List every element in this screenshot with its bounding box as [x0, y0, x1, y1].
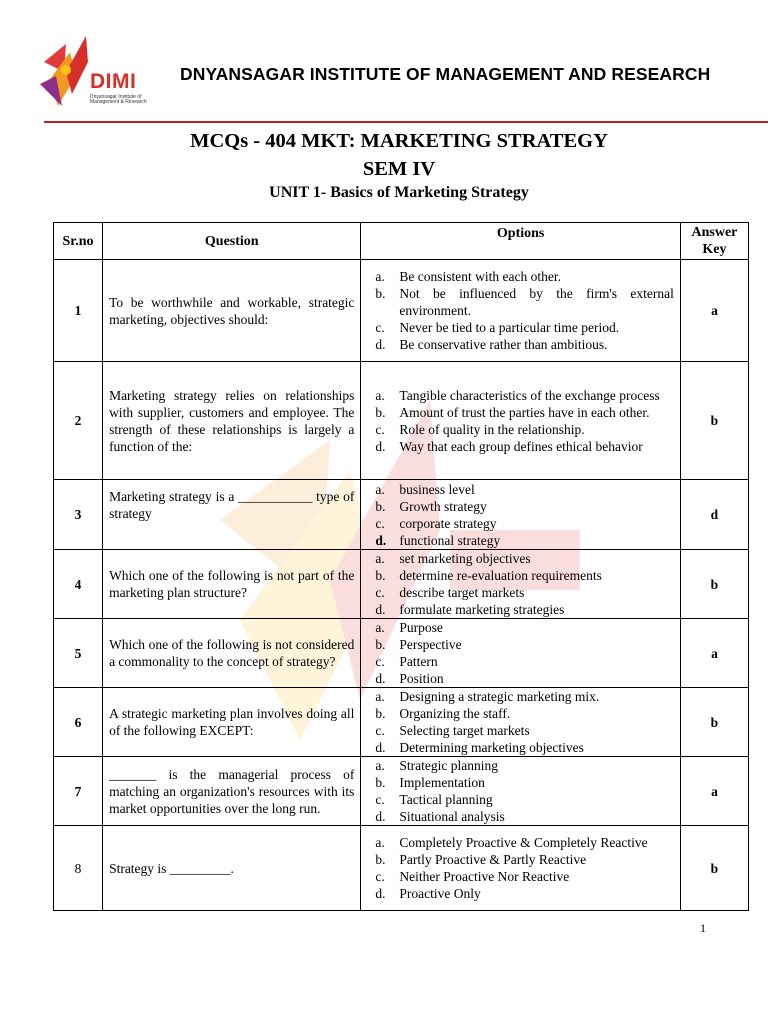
header-question: Question — [103, 223, 361, 260]
row-srno: 4 — [54, 550, 103, 619]
question-text: Marketing strategy is a ___________ type of strategy — [109, 489, 355, 521]
options-list — [361, 481, 679, 549]
option-item: b. Perspective — [375, 637, 462, 652]
options-list — [361, 688, 679, 756]
header-srno: Sr.no — [54, 223, 103, 260]
option-item: b. determine re-evaluation requirements — [375, 568, 602, 583]
option-item: d. Determining marketing objectives — [375, 740, 584, 755]
option-item: a. Purpose — [375, 620, 443, 635]
table-row — [54, 362, 749, 480]
option-item: b. Growth strategy — [375, 498, 487, 514]
option-item: a. Strategic planning — [375, 758, 499, 773]
option-item: d. functional strategy — [375, 532, 501, 548]
table-row — [54, 826, 749, 911]
mcq-table — [53, 222, 749, 911]
logo-text: DIMI — [90, 70, 137, 93]
option-item: a. Tangible characteristics of the exchange process — [375, 387, 660, 403]
table-row — [54, 688, 749, 757]
question-text: A strategic marketing plan involves doing all of the following EXCEPT: — [109, 706, 355, 738]
options-list — [361, 550, 679, 618]
document-title: MCQs - 404 MKT: MARKETING STRATEGY — [190, 130, 608, 152]
table-row — [54, 550, 749, 619]
logo-subtext: Dnyansagar Institute of Management & Research — [90, 94, 147, 105]
question-text: Strategy is _________. — [109, 860, 234, 876]
question-text: Which one of the following is not part of the marketing plan structure? — [109, 568, 355, 600]
option-item: c. Selecting target markets — [375, 723, 530, 738]
option-item: c. Neither Proactive Nor Reactive — [375, 869, 570, 884]
row-srno: 6 — [54, 688, 103, 757]
answer-key: b — [680, 826, 748, 911]
option-item: c. Never be tied to a particular time period. — [375, 320, 620, 335]
table-header-row — [54, 223, 749, 260]
option-item: c. describe target markets — [375, 585, 525, 600]
option-item: b. Not be influenced by the firm's external environment. — [375, 286, 674, 318]
answer-key: b — [680, 362, 748, 480]
answer-key: b — [680, 550, 748, 619]
option-item: c. Pattern — [375, 654, 438, 669]
question-text: To be worthwhile and workable, strategic marketing, objectives should: — [109, 294, 355, 327]
option-item: c. Tactical planning — [375, 792, 493, 807]
answer-key: a — [680, 260, 748, 362]
option-item: c. Role of quality in the relationship. — [375, 421, 585, 437]
institute-name: DNYANSAGAR INSTITUTE OF MANAGEMENT AND RESEARCH — [180, 64, 711, 84]
option-item: d. Be conservative rather than ambitious. — [375, 337, 608, 352]
unit-title: UNIT 1- Basics of Marketing Strategy — [269, 184, 529, 201]
option-item: d. Way that each group defines ethical behavior — [375, 438, 643, 454]
option-item: b. Organizing the staff. — [375, 706, 511, 721]
options-list — [361, 268, 679, 353]
option-item: d. Proactive Only — [375, 886, 481, 901]
answer-key: a — [680, 757, 748, 826]
options-list — [361, 757, 679, 825]
header-options: Options — [361, 223, 680, 260]
row-srno: 8 — [54, 826, 103, 911]
option-item: b. Implementation — [375, 775, 485, 790]
answer-key: b — [680, 688, 748, 757]
option-item: a. Be consistent with each other. — [375, 269, 562, 284]
header-divider — [44, 121, 768, 123]
option-item: a. business level — [375, 481, 475, 497]
question-text: Marketing strategy relies on relationships with supplier, customers and employee. The strength of these relationships is largely a function of the: — [109, 387, 355, 454]
option-item: a. set marketing objectives — [375, 551, 531, 566]
question-text: Which one of the following is not considered a commonality to the concept of strategy? — [109, 637, 355, 669]
row-srno: 5 — [54, 619, 103, 688]
answer-key: d — [680, 480, 748, 550]
option-item: d. Situational analysis — [375, 809, 505, 824]
options-list — [361, 387, 679, 455]
row-srno: 7 — [54, 757, 103, 826]
semester-title: SEM IV — [362, 158, 436, 180]
table-row — [54, 619, 749, 688]
option-item: a. Designing a strategic marketing mix. — [375, 689, 600, 704]
option-item: b. Amount of trust the parties have in each other. — [375, 404, 650, 420]
options-list — [361, 619, 679, 687]
table-row — [54, 480, 749, 550]
options-list — [361, 834, 679, 902]
table-row — [54, 757, 749, 826]
option-item: c. corporate strategy — [375, 515, 497, 531]
table-row — [54, 260, 749, 362]
option-item: a. Completely Proactive & Completely Reactive — [375, 835, 648, 850]
row-srno: 2 — [54, 362, 103, 480]
row-srno: 1 — [54, 260, 103, 362]
option-item: d. formulate marketing strategies — [375, 602, 565, 617]
row-srno: 3 — [54, 480, 103, 550]
question-text: _______ is the managerial process of matching an organization's resources with its market opportunities over the long run. — [109, 766, 355, 816]
answer-key: a — [680, 619, 748, 688]
option-item: d. Position — [375, 671, 444, 686]
option-item: b. Partly Proactive & Partly Reactive — [375, 852, 587, 867]
header-answer-key: Answer Key — [680, 223, 748, 260]
page-number: 1 — [700, 921, 706, 935]
